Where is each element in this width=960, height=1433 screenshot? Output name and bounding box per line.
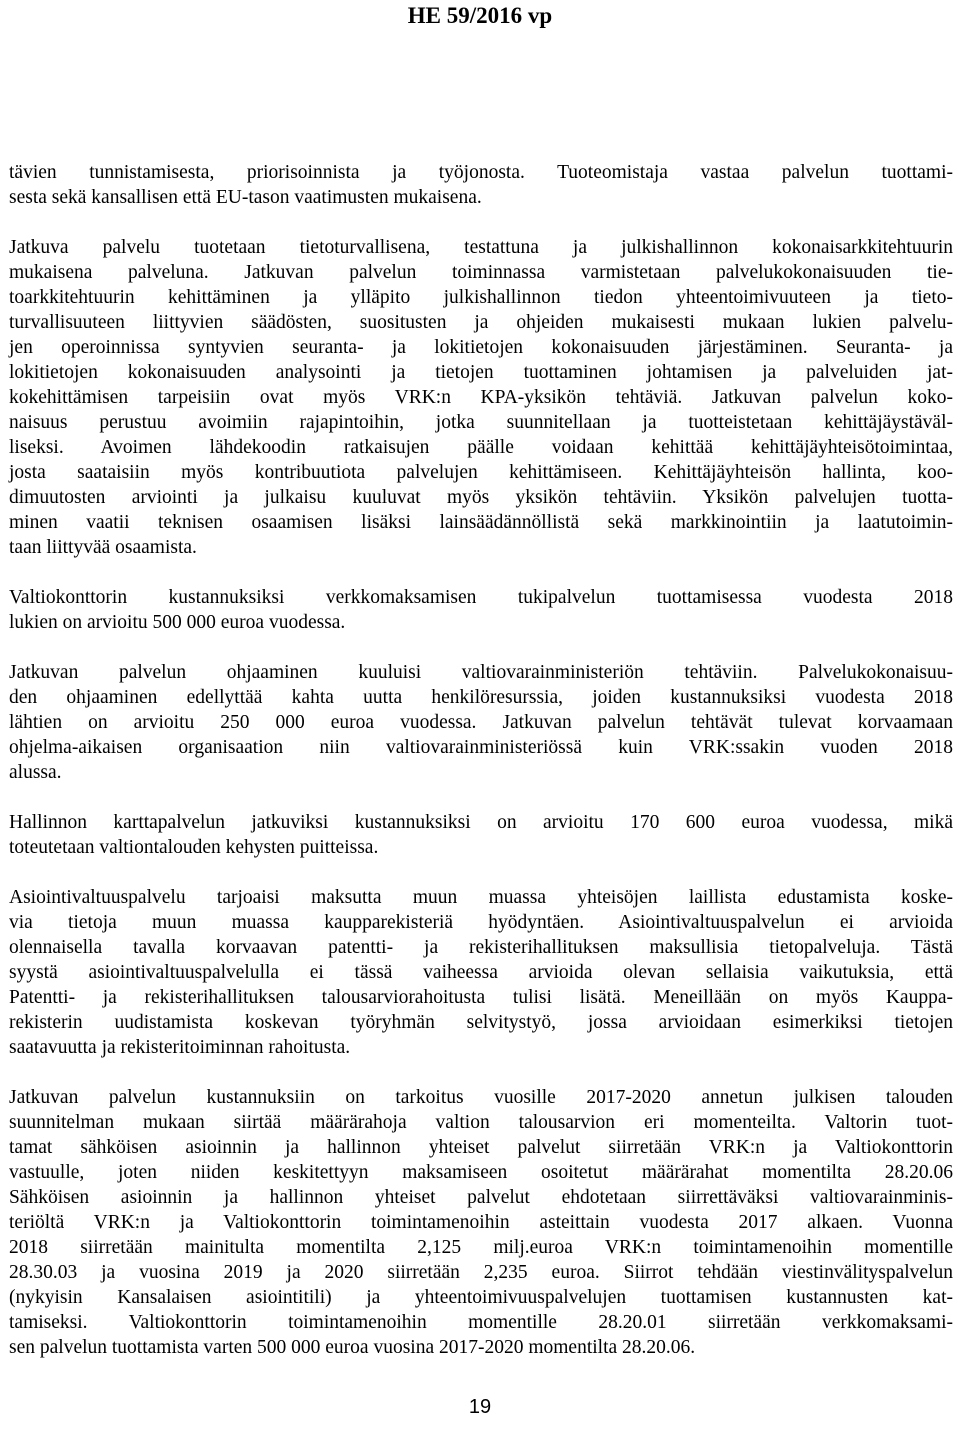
text-line: vastuulle, joten niiden keskitettyyn maksamiseen osoitetut määrärahat momentilta 28.20.06 (9, 1162, 953, 1183)
document-header (0, 0, 960, 30)
text-line: sesta sekä kansallisen että EU-tason vaatimusten mukaisena. (9, 187, 482, 208)
text-line: tävien tunnistamisesta, priorisoinnista ja työjonosta. Tuoteomistaja vastaa palvelun tuottami- (9, 162, 953, 183)
text-line: toteutetaan valtiontalouden kehysten puitteissa. (9, 837, 379, 858)
text-line: naisuus perustuu avoimiin rajapintoihin, jotka suunnitellaan ja tuotteistetaan kehittäjäystäväl- (9, 412, 953, 433)
text-line: teriöltä VRK:n ja Valtiokonttorin toimintamenoihin asteittain vuodesta 2017 alkaen. Vuonna (9, 1212, 953, 1233)
body-paragraph (9, 585, 953, 635)
text-line: lokitietojen kokonaisuuden analysointi ja tietojen tuottaminen johtamisen ja palveluiden jat- (9, 362, 953, 383)
document-body (9, 160, 953, 1385)
text-line: liseksi. Avoimen lähdekoodin ratkaisujen päälle voidaan kehittää kehittäjäyhteisötoimintaa, (9, 437, 953, 458)
text-line: den ohjaaminen edellyttää kahta uutta henkilöresurssia, joiden kustannuksiksi vuodesta 2018 (9, 687, 953, 708)
text-line: josta saataisiin myös kontribuutiota palvelujen kehittämiseen. Kehittäjäyhteisön hallinta, koo- (9, 462, 953, 483)
text-line: tamat sähköisen asioinnin ja hallinnon yhteiset palvelut siirretään VRK:n ja Valtiokonttorin (9, 1137, 953, 1158)
text-line: tamiseksi. Valtiokonttorin toimintamenoihin momentille 28.20.01 siirretään verkkomaksami- (9, 1312, 953, 1333)
text-line: mukaisena palveluna. Jatkuvan palvelun toiminnassa varmistetaan palvelukokonaisuuden tie- (9, 262, 953, 283)
text-line: toarkkitehtuurin kehittäminen ja ylläpito julkishallinnon tiedon yhteentoimivuuteen ja tieto- (9, 287, 953, 308)
text-line: Valtiokonttorin kustannuksiksi verkkomaksamisen tukipalvelun tuottamisessa vuodesta 2018 (9, 587, 953, 608)
body-paragraph (9, 660, 953, 785)
text-line: turvallisuuteen liittyvien säädösten, suositusten ja ohjeiden mukaisesti mukaan lukien palvelu- (9, 312, 953, 333)
text-line: Asiointivaltuuspalvelu tarjoaisi maksutta muun muassa yhteisöjen laillista edustamista koske- (9, 887, 953, 908)
text-line: via tietoja muun muassa kaupparekisteriä hyödyntäen. Asiointivaltuuspalvelun ei arvioida (9, 912, 953, 933)
body-paragraph (9, 235, 953, 560)
text-line: jen operoinnissa syntyvien seuranta- ja lokitietojen kokonaisuuden järjestäminen. Seuranta- ja (9, 337, 953, 358)
document-id: HE 59/2016 vp (407, 3, 553, 28)
text-line: suunnitelman mukaan siirtää määrärahoja valtion talousarvion eri momenteilta. Valtorin tuot- (9, 1112, 953, 1133)
text-line: saatavuutta ja rekisteritoiminnan rahoitusta. (9, 1037, 351, 1058)
text-line: (nykyisin Kansalaisen asiointitili) ja yhteentoimivuuspalvelujen tuottamisen kustannusten kat- (9, 1287, 953, 1308)
text-line: lukien on arvioitu 500 000 euroa vuodessa. (9, 612, 346, 633)
text-line: 28.30.03 ja vuosina 2019 ja 2020 siirretään 2,235 euroa. Siirrot tehdään viestinvälityspalvelun (9, 1262, 953, 1283)
text-line: syystä asiointivaltuuspalvelulla ei tässä vaiheessa arvioida olevan sellaisia vaikutuksia, että (9, 962, 953, 983)
body-paragraph (9, 1085, 953, 1360)
text-line: Jatkuvan palvelun ohjaaminen kuuluisi valtiovarainministeriön tehtäviin. Palvelukokonaisuu- (9, 662, 953, 683)
page-number: 19 (468, 1396, 492, 1418)
text-line: Sähköisen asioinnin ja hallinnon yhteiset palvelut ehdotetaan siirrettäväksi valtiovarainminis- (9, 1187, 953, 1208)
text-line: ohjelma-aikaisen organisaation niin valtiovarainministeriössä kuin VRK:ssakin vuoden 2018 (9, 737, 953, 758)
text-line: alussa. (9, 762, 62, 783)
text-line: sen palvelun tuottamista varten 500 000 euroa vuosina 2017-2020 momentilta 28.20.06. (9, 1337, 696, 1358)
text-line: olennaisella tavalla korvaavan patentti- ja rekisterihallituksen maksullisia tietopalveluja. Tästä (9, 937, 953, 958)
text-line: Jatkuva palvelu tuotetaan tietoturvallisena, testattuna ja julkishallinnon kokonaisarkkitehtuurin (9, 237, 953, 258)
text-line: kokehittämisen tarpeisiin ovat myös VRK:n KPA-yksikön tehtäviä. Jatkuvan palvelun koko- (9, 387, 953, 408)
body-paragraph (9, 810, 953, 860)
text-line: taan liittyvää osaamista. (9, 537, 197, 558)
text-line: lähtien on arvioitu 250 000 euroa vuodessa. Jatkuvan palvelun tehtävät tulevat korvaamaan (9, 712, 953, 733)
text-line: Hallinnon karttapalvelun jatkuviksi kustannuksiksi on arvioitu 170 600 euroa vuodessa, mikä (9, 812, 953, 833)
text-line: Jatkuvan palvelun kustannuksiin on tarkoitus vuosille 2017-2020 annetun julkisen talouden (9, 1087, 953, 1108)
text-line: Patentti- ja rekisterihallituksen talousarviorahoitusta tulisi lisätä. Meneillään on myös Kauppa- (9, 987, 953, 1008)
text-line: 2018 siirretään mainitulta momentilta 2,125 milj.euroa VRK:n toimintamenoihin momentille (9, 1237, 953, 1258)
text-line: dimuutosten arviointi ja julkaisu kuuluvat myös yksikön tehtäviin. Yksikön palvelujen tuotta- (9, 487, 953, 508)
body-paragraph (9, 885, 953, 1060)
body-paragraph (9, 160, 953, 210)
text-line: rekisterin uudistamista koskevan työryhmän selvitystyö, jossa arvioidaan esimerkiksi tietojen (9, 1012, 953, 1033)
text-line: minen vaatii teknisen osaamisen lisäksi lainsäädännöllistä sekä markkinointiin ja laatutoimin- (9, 512, 953, 533)
